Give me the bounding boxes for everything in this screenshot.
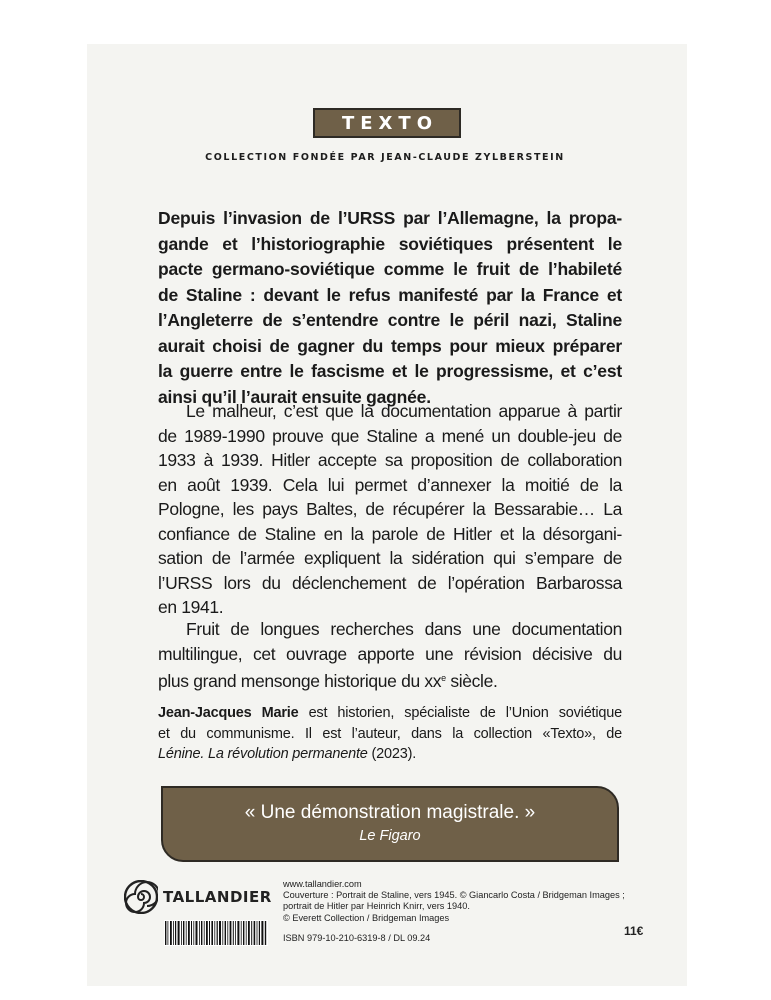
bio-text: est historien, spécialiste de l’Union soviétique <box>298 705 622 721</box>
price-label: 11€ <box>624 924 644 938</box>
body-line-with-century <box>158 666 622 694</box>
bio-line <box>158 744 622 765</box>
credit-line: Couverture : Portrait de Staline, vers 1945. © Giancarlo Costa / Bridgeman Images ; <box>283 890 625 901</box>
body-line: Pologne, les pays Baltes, de récupérer la Bessarabie… La <box>158 499 622 519</box>
century-numeral: xx <box>424 671 442 691</box>
collection-caption: COLLECTION FONDÉE PAR JEAN-CLAUDE ZYLBERSTEIN <box>205 152 565 163</box>
credit-line: © Everett Collection / Bridgeman Images <box>283 912 450 923</box>
lead-line: la guerre entre le fascisme et le progressisme, et c’est <box>158 361 622 381</box>
lead-line: aurait choisi de gagner du temps pour mieux préparer <box>158 335 622 356</box>
body-text: siècle. <box>445 671 498 691</box>
lead-line: gande et l’historiographie soviétiques présentent le <box>158 233 622 254</box>
body-text: plus grand mensonge historique du <box>158 671 425 691</box>
press-quote: « Une démonstration magistrale. » <box>244 802 536 823</box>
lead-line: pacte germano-soviétique comme le fruit de l’habileté <box>158 259 622 279</box>
body-line: 1933 à 1939. Hitler accepte sa proposition de collaboration <box>158 450 622 470</box>
author-bio <box>158 703 622 765</box>
lead-line: de Staline : devant le refus manifesté par la France et <box>158 284 622 305</box>
barcode-icon <box>164 920 268 946</box>
body-line: l’URSS lors du déclenchement de l’opération Barbarossa <box>158 572 622 593</box>
quote-source: Le Figaro <box>359 828 421 844</box>
lead-paragraph <box>158 206 622 410</box>
press-quote-box <box>161 786 619 862</box>
credit-line: portrait de Hitler par Heinrich Knirr, vers 1940. <box>283 901 470 912</box>
body-line: multilingue, cet ouvrage apporte une révision décisive du <box>158 643 622 664</box>
brand-title: TEXTO <box>341 112 439 134</box>
bio-line <box>158 703 622 724</box>
book-title: Lénine. La révolution permanente <box>158 746 368 762</box>
publisher-name: TALLANDIER <box>163 888 272 906</box>
lead-line: l’Angleterre de s’entendre contre le péril nazi, Staline <box>158 310 622 330</box>
body-line: en 1941. <box>158 597 224 617</box>
body-line: Le malheur, c’est que la documentation apparue à partir <box>186 401 622 421</box>
body-line: sation de l’armée expliquent la sidération qui s’empare de <box>158 548 622 568</box>
texto-brand-box <box>313 108 461 138</box>
bio-year: (2023). <box>367 746 417 762</box>
author-name: Jean-Jacques Marie <box>158 705 299 721</box>
body-paragraph-3 <box>158 617 622 694</box>
tallandier-spiral-logo-icon <box>124 880 158 914</box>
body-line: de 1989-1990 prouve que Staline a mené un double-jeu de <box>158 425 622 446</box>
lead-line: Depuis l’invasion de l’URSS par l’Allemagne, la propa- <box>158 208 622 228</box>
cover-credits <box>283 879 643 924</box>
body-line: Fruit de longues recherches dans une documentation <box>186 619 622 639</box>
lead-line: ainsi qu’il l’aurait ensuite gagnée. <box>158 386 431 407</box>
century-superscript: e <box>441 673 446 683</box>
body-line: confiance de Staline en la parole de Hitler et la désorgani- <box>158 523 622 544</box>
bio-line: et du communisme. Il est l’auteur, dans la collection «Texto», de <box>158 725 622 742</box>
isbn-line: ISBN 979-10-210-6319-8 / DL 09.24 <box>283 933 431 943</box>
body-line: en août 1939. Cela lui permet d’annexer la moitié de la <box>158 474 622 495</box>
publisher-website: www.tallandier.com <box>283 879 362 889</box>
body-paragraph-2 <box>158 399 622 620</box>
